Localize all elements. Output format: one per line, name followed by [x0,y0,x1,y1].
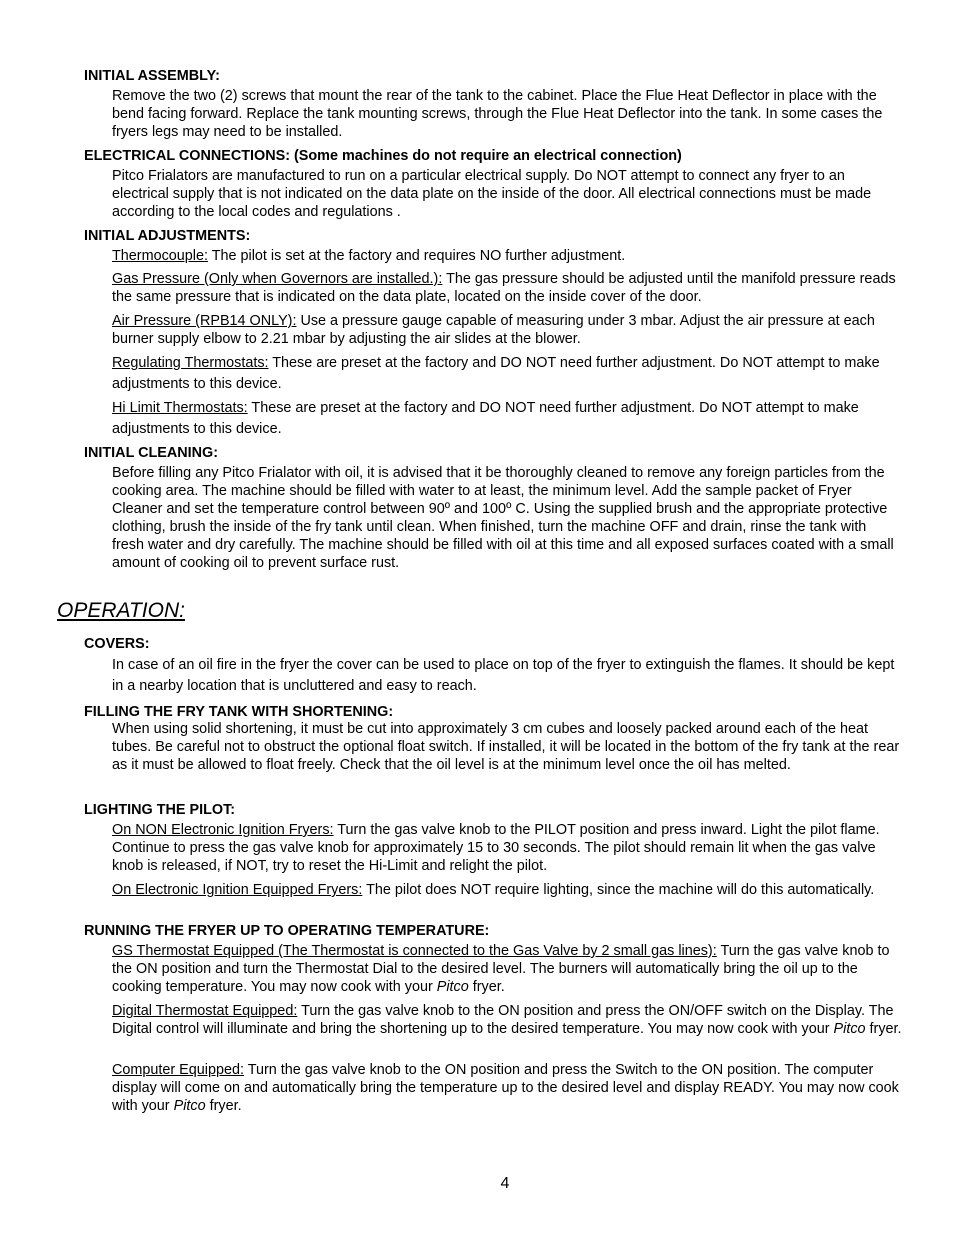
computer-equipped-text: Turn the gas valve knob to the ON position and press the Switch to the ON position. The computer display will come on and automatically bring the temperature up to the desired level and display READY. You may now cook with your [112,1062,899,1114]
gas-pressure-text: The gas pressure should be adjusted until the manifold pressure reads the same pressure that is indicated on the data plate, located on the inside cover of the door. [112,271,896,305]
air-pressure-label: Air Pressure (RPB14 ONLY): [112,313,297,329]
electronic-ignition-paragraph [112,881,902,899]
digital-thermostat-label: Digital Thermostat Equipped: [112,1003,298,1019]
initial-cleaning-heading: INITIAL CLEANING: [84,445,219,461]
thermocouple-paragraph [112,247,902,265]
thermocouple-text: The pilot is set at the factory and requires NO further adjustment. [208,248,626,264]
air-pressure-paragraph [112,312,902,348]
air-pressure-text: Use a pressure gauge capable of measuring under 3 mbar. Adjust the air pressure at each burner supply elbow to 2.21 mbar by adjusting the air slides at the blower. [112,313,875,347]
hi-limit-thermostats-text: These are preset at the factory and DO NOT need further adjustment. Do NOT attempt to make adjustments to this device. [112,400,859,437]
covers-heading: COVERS: [84,636,150,652]
lighting-pilot-heading: LIGHTING THE PILOT: [84,802,236,818]
computer-equipped-brand: Pitco [173,1098,206,1114]
electrical-connections-heading: ELECTRICAL CONNECTIONS: (Some machines do not require an electrical connection) [84,148,682,164]
gs-thermostat-text: Turn the gas valve knob to the ON position and turn the Thermostat Dial to the desired level. The burners will automatically bring the oil up to the cooking temperature. You may now cook with your [112,943,890,995]
filling-heading: FILLING THE FRY TANK WITH SHORTENING: [84,704,394,720]
electrical-connections-text: Pitco Frialators are manufactured to run on a particular electrical supply. Do NOT attempt to connect any fryer to an electrical supply that is not indicated on the data plate on the inside of the door. All electrical connections must be made according to the local codes and regulations . [112,168,872,220]
initial-assembly-text: Remove the two (2) screws that mount the rear of the tank to the cabinet. Place the Flue Heat Deflector in place with the bend facing forward. Replace the tank mounting screws, through the Flue Heat Deflector into the tank. In some cases the fryers legs may need to be installed. [112,88,883,140]
digital-thermostat-text: Turn the gas valve knob to the ON position and press the ON/OFF switch on the Display. The Digital control will illuminate and bring the shortening up to the desired temperature. You may now cook with your [112,1003,894,1037]
hi-limit-thermostats-label: Hi Limit Thermostats: [112,400,248,416]
gas-pressure-label: Gas Pressure (Only when Governors are installed.): [112,271,443,287]
non-electronic-ignition-label: On NON Electronic Ignition Fryers: [112,822,334,838]
digital-thermostat-brand: Pitco [833,1021,866,1037]
hi-limit-thermostats-paragraph [112,398,902,440]
covers-text: In case of an oil fire in the fryer the cover can be used to place on top of the fryer to extinguish the flames. It should be kept in a nearby location that is uncluttered and easy to reach. [112,657,895,694]
running-heading: RUNNING THE FRYER UP TO OPERATING TEMPERATURE: [84,923,490,939]
regulating-thermostats-text: These are preset at the factory and DO NOT need further adjustment. Do NOT attempt to make adjustments to this device. [112,355,880,392]
computer-equipped-paragraph [112,1061,902,1115]
gas-pressure-paragraph [112,270,902,306]
initial-assembly-heading: INITIAL ASSEMBLY: [84,68,220,84]
page-number: 4 [500,1175,510,1192]
computer-equipped-end: fryer. [205,1098,242,1114]
gs-thermostat-paragraph [112,942,902,996]
filling-text: When using solid shortening, it must be cut into approximately 3 cm cubes and loosely packed around each of the heat tubes. Be careful not to obstruct the optional float switch. If installed, it will be located in the bottom of the fry tank at the rear as it must be allowed to float freely. Check that the oil level is at the minimum level once the oil has melted. [112,721,900,773]
digital-thermostat-paragraph [112,1002,902,1038]
electronic-ignition-label: On Electronic Ignition Equipped Fryers: [112,882,363,898]
non-electronic-ignition-text: Turn the gas valve knob to the PILOT position and press inward. Light the pilot flame. Continue to press the gas valve knob for approximately 15 to 30 seconds. The pilot should remain lit when the gas valve knob is released, if NOT, try to reset the Hi-Limit and relight the pilot. [112,822,880,874]
electronic-ignition-text: The pilot does NOT require lighting, since the machine will do this automatically. [362,882,875,898]
gs-thermostat-label: GS Thermostat Equipped (The Thermostat is connected to the Gas Valve by 2 small gas lines): [112,943,717,959]
initial-adjustments-heading: INITIAL ADJUSTMENTS: [84,228,251,244]
initial-cleaning-text: Before filling any Pitco Frialator with oil, it is advised that it be thoroughly cleaned to remove any foreign particles from the cooking area. The machine should be filled with water to at least, the minimum level. Add the sample packet of Fryer Cleaner and set the temperature control between 90º and 100º C. Using the supplied brush and the appropriate protective clothing, brush the inside of the fry tank until clean. When finished, turn the machine OFF and drain, rinse the tank with fresh water and dry carefully. The machine should be filled with oil at this time and all exposed surfaces coated with a small amount of cooking oil to prevent surface rust. [112,465,894,571]
non-electronic-ignition-paragraph [112,821,902,875]
gs-thermostat-brand: Pitco [436,979,469,995]
computer-equipped-label: Computer Equipped: [112,1062,244,1078]
regulating-thermostats-label: Regulating Thermostats: [112,355,269,371]
digital-thermostat-end: fryer. [865,1021,902,1037]
operation-title: OPERATION: [57,599,185,622]
regulating-thermostats-paragraph [112,353,902,395]
gs-thermostat-end: fryer. [468,979,505,995]
thermocouple-label: Thermocouple: [112,248,208,264]
